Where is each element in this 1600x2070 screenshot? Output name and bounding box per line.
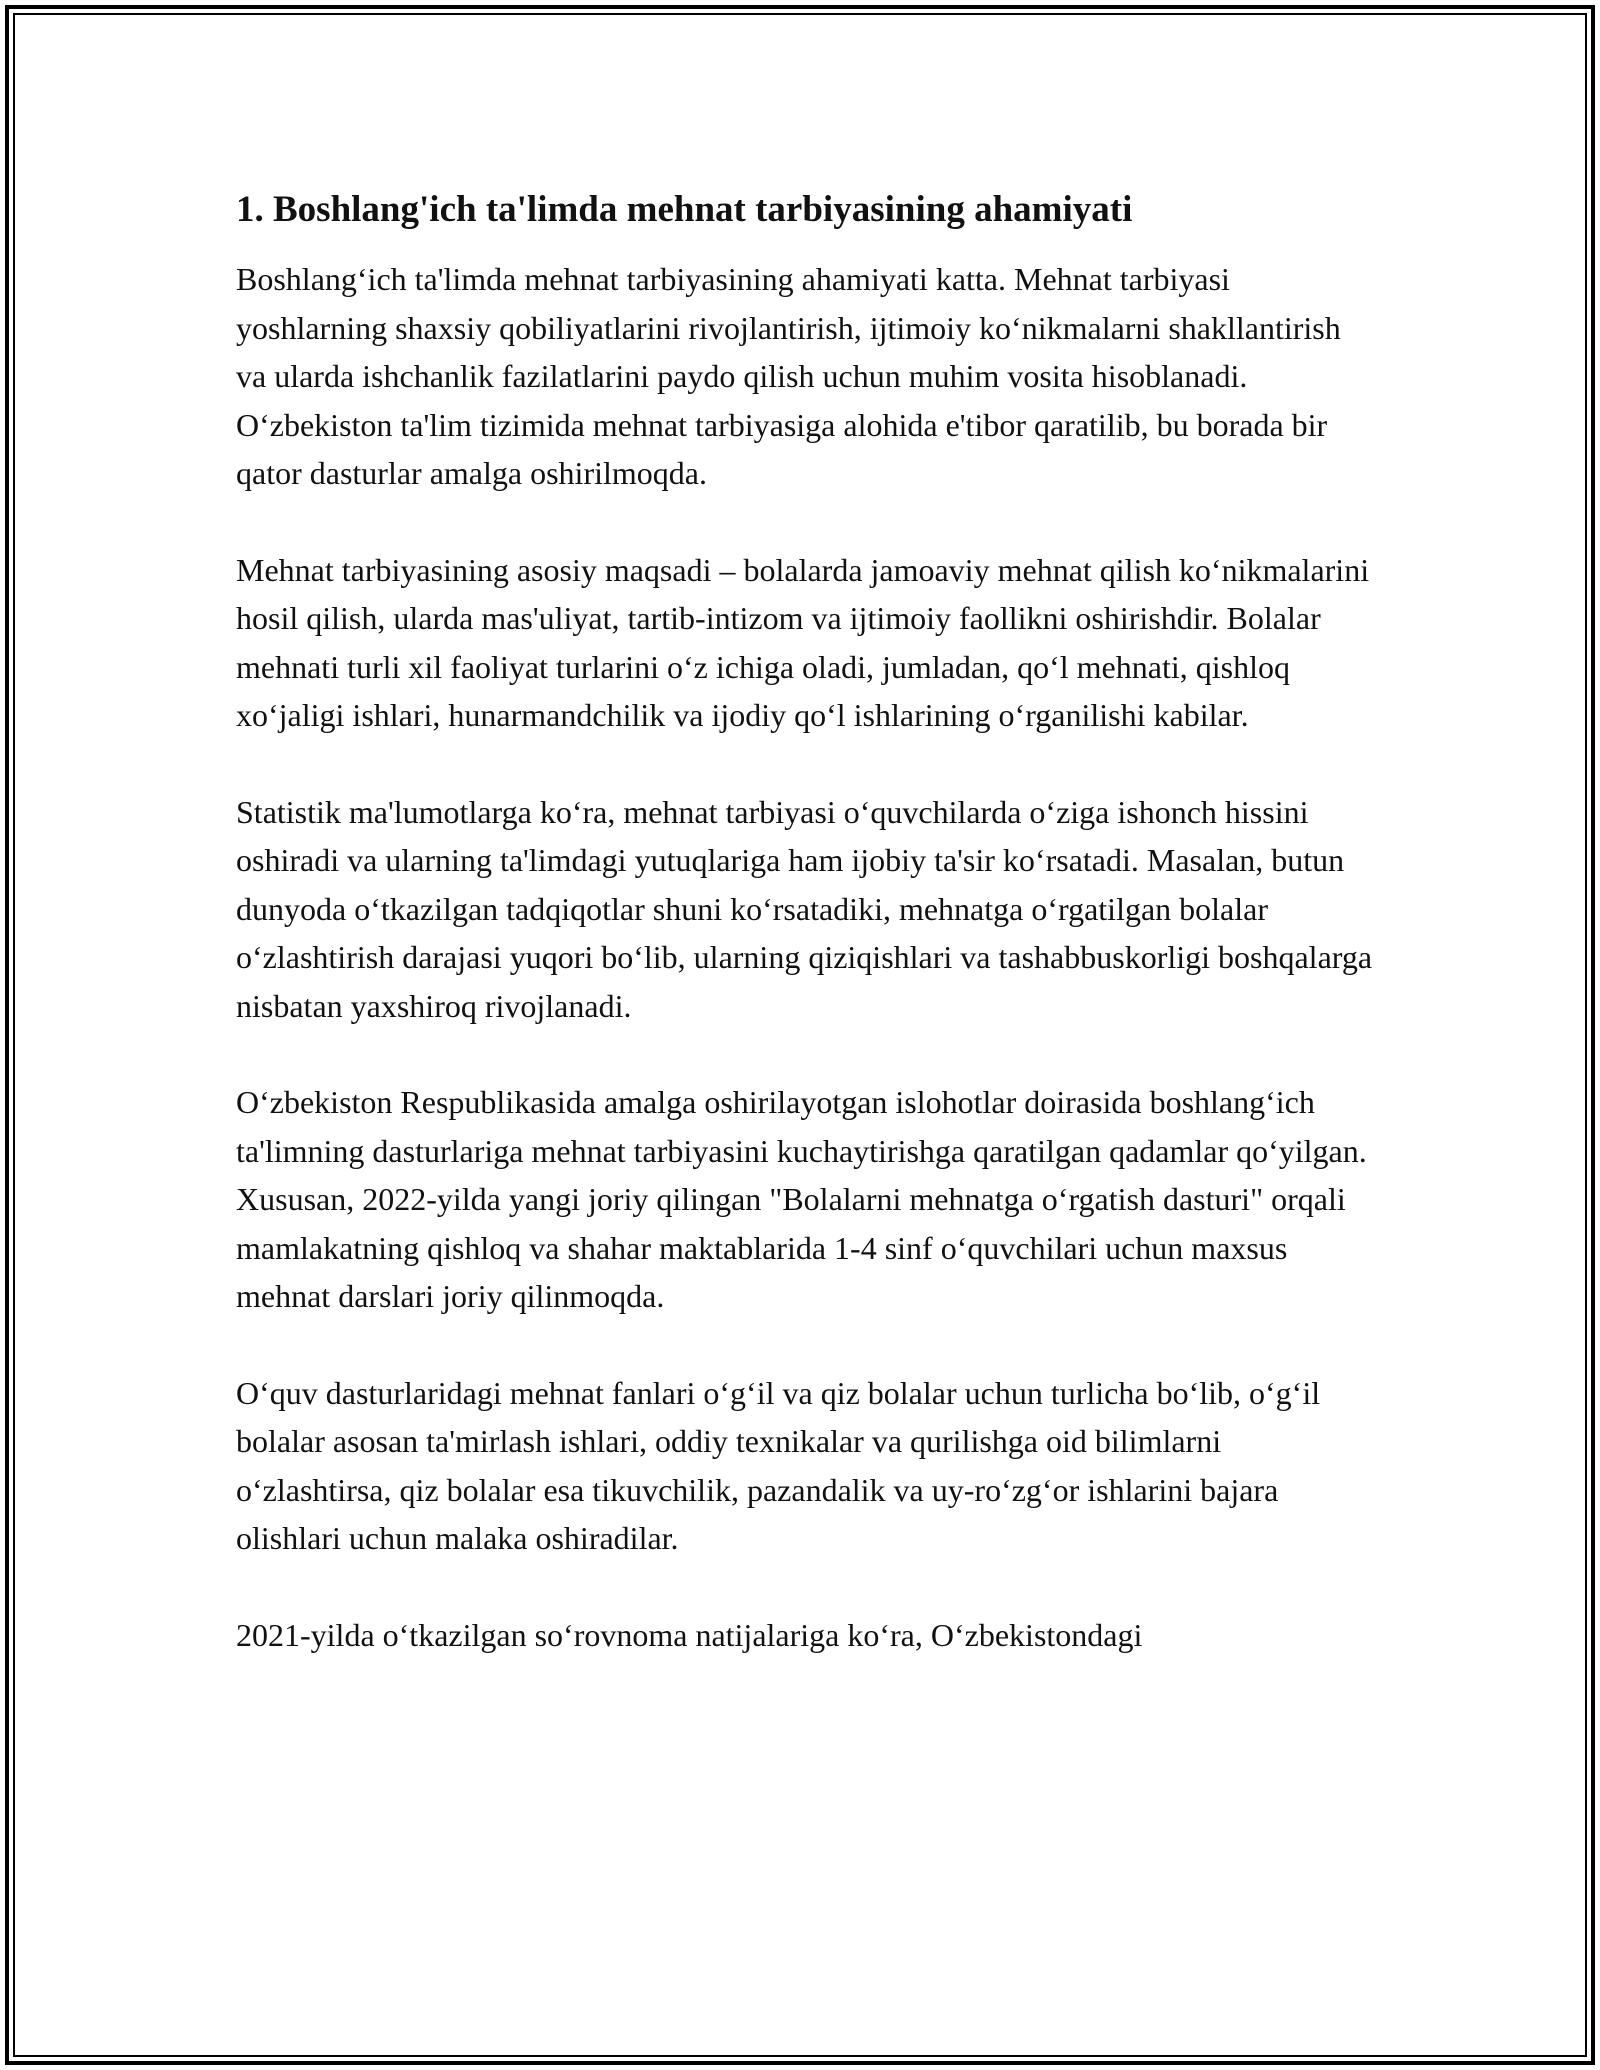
paragraph-5: O‘quv dasturlaridagi mehnat fanlari o‘g‘il va qiz bolalar uchun turlicha bo‘lib, o‘g‘il bolalar asosan ta'mirlash ishlari, oddiy texnikalar va qurilishga oid bilimlarni o‘zlashtirsa, qiz bolalar esa tikuvchilik, pazandalik va uy-ro‘zg‘or ishlarini bajara olishlari uchun malaka oshiradilar. bbox=[236, 1374, 1321, 1556]
paragraph-1: Boshlang‘ich ta'limda mehnat tarbiyasining ahamiyati katta. Mehnat tarbiyasi yoshlarning shaxsiy qobiliyatlarini rivojlantirish, ijtimoiy ko‘nikmalarni shakllantirish va ularda ishchanlik fazilatlarini paydo qilish uchun muhim vosita hisoblanadi. O‘zbekiston ta'lim tizimida mehnat tarbiyasiga alohida e'tibor qaratilib, bu borada bir qator dasturlar amalga oshirilmoqda. bbox=[236, 261, 1341, 491]
paragraph-3: Statistik ma'lumotlarga ko‘ra, mehnat tarbiyasi o‘quvchilarda o‘ziga ishonch hissini oshiradi va ularning ta'limdagi yutuqlariga ham ijobiy ta'sir ko‘rsatadi. Masalan, butun dunyoda o‘tkazilgan tadqiqotlar shuni ko‘rsatadiki, mehnatga o‘rgatilgan bolalar o‘zlashtirish darajasi yuqori bo‘lib, ularning qiziqishlari va tashabbuskorligi boshqalarga nisbatan yaxshiroq rivojlanadi. bbox=[236, 793, 1373, 1024]
document-body bbox=[236, 185, 1376, 1707]
paragraph-4: O‘zbekiston Respublikasida amalga oshirilayotgan islohotlar doirasida boshlang‘ich ta'limning dasturlariga mehnat tarbiyasini kuchaytirishga qaratilgan qadamlar qo‘yilgan. Xususan, 2022-yilda yangi joriy qilingan "Bolalarni mehnatga o‘rgatish dasturi" orqali mamlakatning qishloq va shahar maktablarida 1-4 sinf o‘quvchilari uchun maxsus mehnat darslari joriy qilinmoqda. bbox=[236, 1084, 1367, 1314]
paragraph-2: Mehnat tarbiyasining asosiy maqsadi – bolalarda jamoaviy mehnat qilish ko‘nikmalarini hosil qilish, ularda mas'uliyat, tartib-intizom va ijtimoiy faollikni oshirishdir. Bolalar mehnati turli xil faoliyat turlarini o‘z ichiga oladi, jumladan, qo‘l mehnati, qishloq xo‘jaligi ishlari, hunarmandchilik va ijodiy qo‘l ishlarining o‘rganilishi kabilar. bbox=[236, 551, 1370, 733]
section-heading: 1. Boshlang'ich ta'limda mehnat tarbiyasining ahamiyati bbox=[236, 189, 1133, 230]
paragraph-6: 2021-yilda o‘tkazilgan so‘rovnoma natijalariga ko‘ra, O‘zbekistondagi bbox=[236, 1616, 1143, 1653]
